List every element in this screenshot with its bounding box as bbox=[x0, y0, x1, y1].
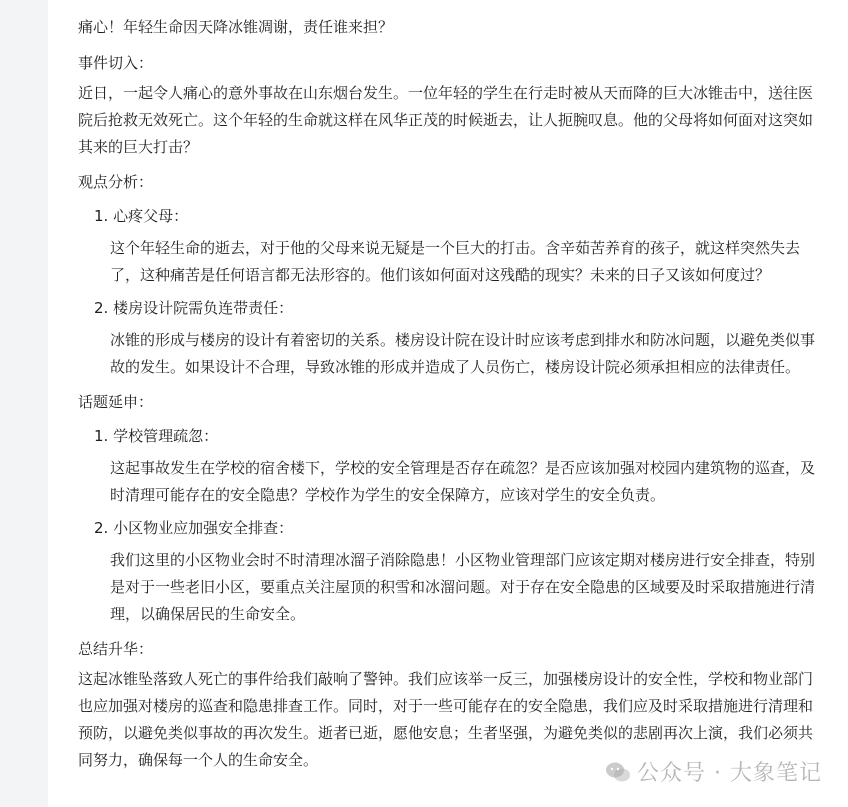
point-body: 冰锥的形成与楼房的设计有着密切的关系。楼房设计院在设计时应该考虑到排水和防冰问题，以避免类似事故的发生。如果设计不合理，导致冰锥的形成并造成了人员伤亡，楼房设计院必须承担相应的法律责任。 bbox=[110, 331, 816, 376]
article-headline: 痛心！年轻生命因天降冰锥凋谢，责任谁来担？ bbox=[78, 18, 394, 36]
point-list bbox=[78, 203, 826, 381]
point-title: 2. 楼房设计院需负连带责任： bbox=[94, 299, 294, 317]
point-title: 2. 小区物业应加强安全排查： bbox=[94, 519, 294, 537]
section-analysis bbox=[78, 169, 826, 381]
point-list bbox=[78, 423, 826, 628]
list-item bbox=[78, 203, 826, 289]
section-extension bbox=[78, 389, 826, 628]
list-item bbox=[78, 515, 826, 628]
section-title: 事件切入： bbox=[78, 54, 154, 72]
point-body: 这个年轻生命的逝去，对于他的父母来说无疑是一个巨大的打击。含辛茹苦养育的孩子，就这样突然失去了，这种痛苦是任何语言都无法形容的。他们该如何面对这残酷的现实？未来的日子又该如何度过？ bbox=[110, 239, 801, 284]
section-event bbox=[78, 50, 826, 161]
section-paragraph: 近日，一起令人痛心的意外事故在山东烟台发生。一位年轻的学生在行走时被从天而降的巨大冰锥击中，送往医院后抢救无效死亡。这个年轻的生命就这样在风华正茂的时候逝去，让人扼腕叹息。他的父母将如何面对这突如其来的巨大打击？ bbox=[78, 84, 814, 156]
point-body: 我们这里的小区物业会时不时清理冰溜子消除隐患！小区物业管理部门应该定期对楼房进行安全排查，特别是对于一些老旧小区，要重点关注屋顶的积雪和冰溜问题。对于存在安全隐患的区域要及时采取措施进行清理，以确保居民的生命安全。 bbox=[110, 551, 816, 623]
list-item bbox=[78, 295, 826, 381]
left-gutter bbox=[0, 0, 48, 807]
article-card bbox=[48, 0, 848, 807]
point-body: 这起事故发生在学校的宿舍楼下，学校的安全管理是否存在疏忽？是否应该加强对校园内建筑物的巡查，及时清理可能存在的安全隐患？学校作为学生的安全保障方，应该对学生的安全负责。 bbox=[110, 459, 816, 504]
point-title: 1. 心疼父母： bbox=[94, 207, 189, 225]
section-title: 总结升华： bbox=[78, 640, 154, 658]
section-title: 观点分析： bbox=[78, 173, 154, 191]
watermark-text: 公众号 · 大象笔记 bbox=[637, 761, 822, 786]
section-summary bbox=[78, 636, 826, 774]
point-title: 1. 学校管理疏忽： bbox=[94, 427, 219, 445]
list-item bbox=[78, 423, 826, 509]
section-title: 话题延申： bbox=[78, 393, 154, 411]
section-paragraph: 这起冰锥坠落致人死亡的事件给我们敲响了警钟。我们应该举一反三，加强楼房设计的安全性，学校和物业部门也应加强对楼房的巡查和隐患排查工作。同时，对于一些可能存在的安全隐患，我们应及时采取措施进行清理和预防，以避免类似事故的再次发生。逝者已逝，愿他安息；生者坚强，为避免类似的悲剧再次上演，我们必须共同努力，确保每一个人的生命安全。 bbox=[78, 670, 814, 769]
